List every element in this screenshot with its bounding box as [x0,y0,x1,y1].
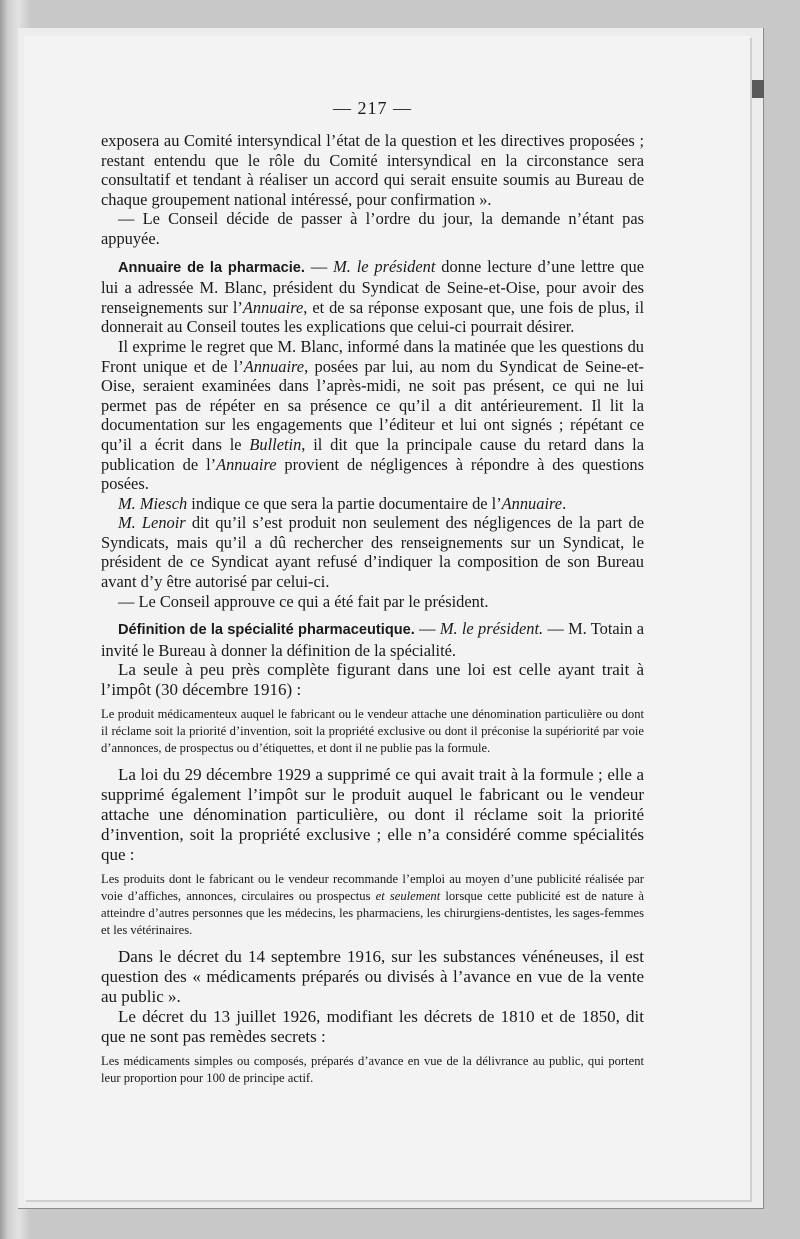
text-run: Il exprime le regret que M. Blanc, informé dans la matinée que les questions du Front unique et de l’ [101,336,644,376]
quote-1926-definition: Les médicaments simples ou composés, préparés d’avance en vue de la délivrance au public, qui portent leur proportion pour 100 de principe actif. [101,1054,644,1086]
quote-1929-definition [101,871,644,939]
title-annuaire: Annuaire [216,454,277,474]
speaker-name: M. Miesch [118,493,188,513]
paragraph-law-1929: La loi du 29 décembre 1929 a supprimé ce qui avait trait à la formule ; elle a supprimé également l’impôt sur le produit auquel le fabricant ou le vendeur attache une dénomination particulière, ou dont il réclame soit la priorité d’invention, soit la propriété exclusive ; elle n’a considéré comme spécialités que : [101,765,644,865]
paragraph-regret [101,337,644,494]
page-tab-marker [752,80,764,98]
speaker-name: M. Lenoir [118,513,186,533]
paragraph-council-approves: — Le Conseil approuve ce qui a été fait par le président. [118,591,489,611]
dash: — [304,256,334,276]
paragraph-decree-1916: Dans le décret du 14 septembre 1916, sur les substances vénéneuses, il est question des « médicaments préparés ou divisés à l’avance en vue de la vente au public ». [101,947,644,1007]
text-run: , et de sa réponse exposant que, une fois de plus, il donnerait au Conseil toutes les explications que celui-ci pourrait désirer. [101,297,644,337]
title-annuaire: Annuaire [243,356,305,376]
text-run: indique ce que sera la partie documentaire de l’ [187,493,502,513]
title-annuaire: Annuaire [242,297,304,317]
paragraph-council-decision: — Le Conseil décide de passer à l’ordre du jour, la demande n’étant pas appuyée. [101,209,644,248]
title-bulletin: Bulletin [249,434,302,454]
text-run: dit qu’il s’est produit non seulement des négligences de la part de Syndicats, mais qu’il a dû rechercher des renseignements sur un Syndicat, le président de ce Syndicat ayant refusé d’indiquer la composition de son Bureau avant d’y être autorisé par celui-ci. [101,513,644,592]
title-annuaire: Annuaire [501,493,563,513]
section-heading-annuaire: Annuaire de la pharmacie. [118,259,305,276]
dash: — [414,619,440,639]
quote-1916-definition: Le produit médicamenteux auquel le fabricant ou le vendeur attache une dénomination particulière ou dont il réclame soit la priorité d’invention, soit la propriété exclusive ou dont il préconise la supériorité par voie d’annonces, de prospectus ou d’étiquettes, et dont il ne publie pas la formule. [101,707,644,756]
paragraph-definition [101,619,644,660]
paragraph-lenoir [101,513,644,591]
paragraph-tax-law: La seule à peu près complète figurant dans une loi est celle ayant trait à l’impôt (30 décembre 1916) : [101,660,644,700]
text-run: . [562,493,567,513]
paragraph-continuation: exposera au Comité intersyndical l’état de la question et les directives proposées ; restant entendu que le rôle du Comité intersyndical en la circonstance sera consultatif et tendant à réaliser un accord qui serait ensuite soumis au Bureau de chaque groupement national intéressé, pour confirmation ». [101,131,644,209]
page-number: — 217 — [333,98,412,118]
text-run: , il dit que la principale cause du retard dans la publication de l’ [101,434,644,474]
text-run: lorsque cette publicité est de nature à atteindre d’autres personnes que les médecins, les pharmaciens, les chirurgiens-dentistes, les sages-femmes et les vétérinaires. [101,889,644,938]
speaker-name: M. le président. [439,619,544,639]
emphasis: et seulement [375,889,441,904]
paragraph-annuaire [101,257,644,337]
section-heading-definition: Définition de la spécialité pharmaceutique. [118,622,415,639]
paragraph-decree-1926: Le décret du 13 juillet 1926, modifiant les décrets de 1810 et de 1850, dit que ne sont pas remèdes secrets : [101,1007,644,1047]
text-run: provient de négligences à répondre à des questions posées. [101,454,644,494]
text-run: donne lecture d’une lettre que lui a adressée M. Blanc, président du Syndicat de Seine-et-Oise, pour avoir des renseignements sur l’ [101,256,644,317]
text-run: , posées par lui, au nom du Syndicat de Seine-et-Oise, seraient examinées dans l’après-midi, ne soit pas présent, ce qui ne lui permet pas de répéter en sa présence ce qu’il a dit antérieurement. Il lit la documentation sur les engagements que l’éditeur et lui ont signés ; répétant ce qu’il a écrit dans le [101,356,644,454]
page-content [101,98,644,1095]
text-run: Les produits dont le fabricant ou le vendeur recommande l’emploi au moyen d’une publicité réalisée par voie d’affiches, annonces, circulaires ou prospectus [101,872,644,904]
text-run: — M. Totain a invité le Bureau à donner la définition de la spécialité. [101,619,644,660]
speaker-name: M. le président [333,256,436,276]
paragraph-miesch [101,494,644,514]
